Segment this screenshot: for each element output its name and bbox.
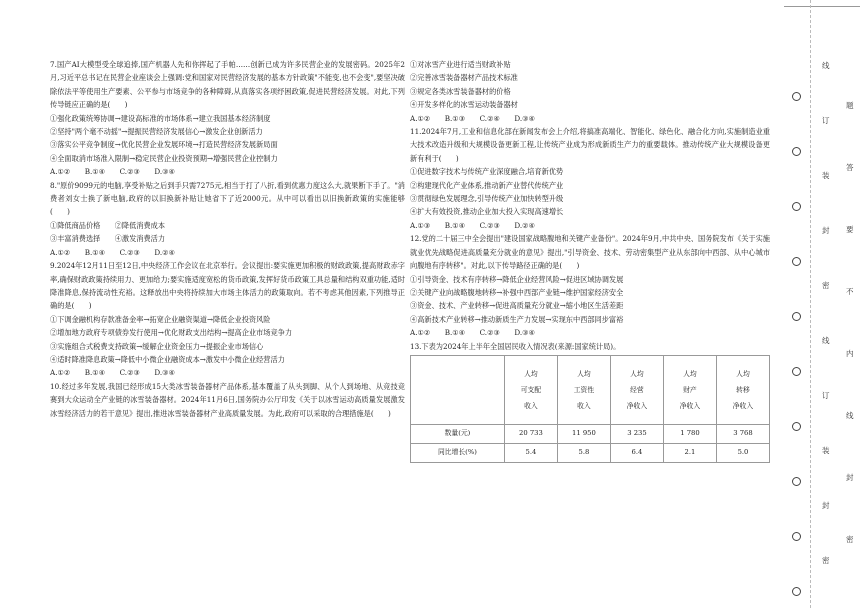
table-header: 人均 转移 净收入 [716,355,769,424]
margin-note: 要 [846,225,854,234]
margin-note: 答 [846,163,854,172]
option-line: ①强化政策统筹协调→建设高标准的市场体系→建立我国基本经济制度 [50,113,271,123]
answer-choices: A.①③ B.①④ C.②③ D.②④ [410,220,536,230]
binding-mark: 封 [822,226,830,235]
question-stem: 8."原价9099元的电脑,享受补贴之后到手只需7275元,相当于打了八折,看到优惠力度这么大,就果断下手了。"消费者刘女士换了新电脑,政府的以旧换新补贴让她省下了近2000元。从中可以看出以旧换新政策的实施能够( ) [50,180,405,217]
answer-choices: A.①② B.①④ C.②③ D.③④ [50,368,176,378]
table-header: 人均 财产 净收入 [663,355,716,424]
question-stem: 7.国产AI大模型受全球追捧,国产机器人先和你挥起了手帕……创新已成为许多民营企业的发展密码。2025年2月,习近平总书记在民营企业座谈会上强调:党和国家对民营经济发展的基本方针政策"不能变,也不会变",要坚决破除依法平等使用生产要素、公平参与市场竞争的各种障碍,从真落实各项纾困政策,促进民营经济发展。对此,下列传导链应正确的是( ) [50,60,405,110]
table-header: 人均 经营 净收入 [610,355,663,424]
binding-mark: 密 [822,556,830,565]
binding-mark: 线 [822,336,830,345]
option-line: ①引导资金、技术有序转移→降低企业经营风险→促进区域协调发展 [410,274,624,284]
question-stem: 13.下表为2024年上半年全国居民收入情况表(来源:国家统计局)。 [410,341,621,351]
margin-note: 密 [846,535,854,544]
margin-note: 线 [846,411,854,420]
option-line: ①下调金融机构存款准备金率→拓宽企业融资渠道→降低企业投资风险 [50,314,271,324]
binding-mark: 订 [822,116,830,125]
binding-hole [792,202,801,211]
binding-hole [792,367,801,376]
table-row [411,443,770,462]
option-line: ④高新技术产业转移→推动新质生产力发展→实现东中西部同步富裕 [410,314,624,324]
table-cell: 1 780 [663,424,716,443]
table-row [411,424,770,443]
question-stem: 12.党的二十届三中全会提出"建设国家战略腹地和关键产业备份"。2024年9月,中共中央、国务院发布《关于实施就业优先战略促进高质量充分就业的意见》提出,"引导资金、技术、劳动密集型产业从东部向中西部、从中心城市向腹地有序转移"。对此,以下传导路径正确的是( ) [410,234,770,271]
binding-hole [792,92,801,101]
margin-note: 内 [846,349,854,358]
table-cell: 20 733 [504,424,557,443]
option-line: ④全面取消市场准入限制→稳定民营企业投资预期→增强民营企业控制力 [50,153,278,163]
table-cell: 6.4 [610,443,663,462]
option-line: ③规定各类冰雪装备器材的价格 [410,86,511,96]
table-corner [411,355,505,424]
table-header: 人均 工资性 收入 [557,355,610,424]
question-stem: 10.经过多年发展,我国已经形成15大类冰雪装备器材产品体系,基本覆盖了从头到脚、从个人到场地、从竞技竞赛到大众运动全产业链的冰雪装备器材。2024年11月6日,国务院办公厅印发《关于以冰雪运动高质量发展激发冰雪经济活力的若干意见》提出,推进冰雪装备器材产业高质量发展。为此,政府可以采取的合理措施是( ) [50,381,405,418]
binding-margin [784,0,860,608]
left-column [50,58,405,420]
option-line: ③丰富消费选择 ④激发消费活力 [50,234,166,244]
question-stem: 11.2024年7月,工业和信息化部在新闻发布会上介绍,将搞准高端化、智能化、绿色化、融合化方向,实施制造业重大技术改造升级和大规模设备更新工程,让传统产业成为形成新质生产力的重要载体。推动传统产业大规模设备更新有利于( ) [410,127,770,163]
option-line: ②完善冰雪装备器材产品技术标准 [410,73,518,83]
row-label: 同比增长(%) [411,443,505,462]
binding-hole [792,147,801,156]
binding-hole [792,477,801,486]
binding-mark: 封 [822,501,830,510]
margin-note: 不 [846,287,854,296]
table-cell: 11 950 [557,424,610,443]
table-cell: 3 768 [716,424,769,443]
binding-mark: 线 [822,61,830,70]
option-line: ④开发多样化的冰雪运动装备器材 [410,100,518,110]
option-line: ①促进数字技术与传统产业深度融合,培育新优势 [410,167,564,177]
margin-note: 封 [846,473,854,482]
binding-hole [792,422,801,431]
question-stem: 9.2024年12月11日至12日,中央经济工作会议在北京举行。会议提出:要实施更加积极的财政政策,提高财政赤字率,确保财政政策持续用力、更加给力;要实施适度宽松的货币政策,发挥好货币政策工具总量和结构双重功能,适时降准降息,保持流动性充裕。这释放出中央将持续加大市场主体活力的政策取向。若不考虑其他因素,下列推导正确的是( ) [50,261,405,311]
binding-hole [792,532,801,541]
table-cell: 2.1 [663,443,716,462]
answer-choices: A.①② B.①④ C.②③ D.②④ [50,247,176,257]
option-line: ②构建现代化产业体系,推动新产业替代传统产业 [410,180,564,190]
option-line: ②关键产业向战略腹地转移→补强中西部产业链→维护国家经济安全 [410,287,624,297]
option-line: ④扩大有效投资,推动企业加大投入实现高速增长 [410,207,564,217]
binding-mark: 装 [822,446,830,455]
answer-choices: A.①② B.①③ C.②④ D.③④ [410,113,536,123]
option-line: ②增加地方政府专项债券发行使用→优化财政支出结构→提高企业市场竞争力 [50,328,293,338]
right-column [410,58,770,463]
option-line: ①对冰雪产业进行适当财政补贴 [410,60,511,69]
binding-hole [792,257,801,266]
row-label: 数量(元) [411,424,505,443]
binding-mark: 订 [822,391,830,400]
table-cell: 5.0 [716,443,769,462]
table-header: 人均 可支配 收入 [504,355,557,424]
option-line: ③贯彻绿色发展理念,引导传统产业加快转型升级 [410,194,564,204]
income-table [410,355,770,463]
binding-hole [792,587,801,596]
option-line: ①降低商品价格 ②降低消费成本 [50,220,166,230]
option-line: ③实施组合式税费支持政策→缓解企业资金压力→提振企业市场信心 [50,341,264,351]
answer-choices: A.①② B.①④ C.②③ D.③④ [50,167,176,177]
binding-hole [792,312,801,321]
table-cell: 3 235 [610,424,663,443]
answer-choices: A.①② B.①④ C.②③ D.③④ [410,328,536,338]
table-cell: 5.4 [504,443,557,462]
binding-mark: 装 [822,171,830,180]
option-line: ④适时降准降息政策→降低中小微企业融资成本→激发中小微企业经营活力 [50,354,285,364]
option-line: ②坚持"两个毫不动摇"→提振民营经济发展信心→激发企业创新活力 [50,127,263,137]
binding-mark: 密 [822,281,830,290]
option-line: ③资金、技术、产业转移→促进高质量充分就业→缩小地区生活差距 [410,301,624,311]
margin-note: 题 [846,101,854,110]
option-line: ③落实公平竞争制度→优化民营企业发展环境→打造民营经济发展新局面 [50,140,278,150]
table-cell: 5.8 [557,443,610,462]
